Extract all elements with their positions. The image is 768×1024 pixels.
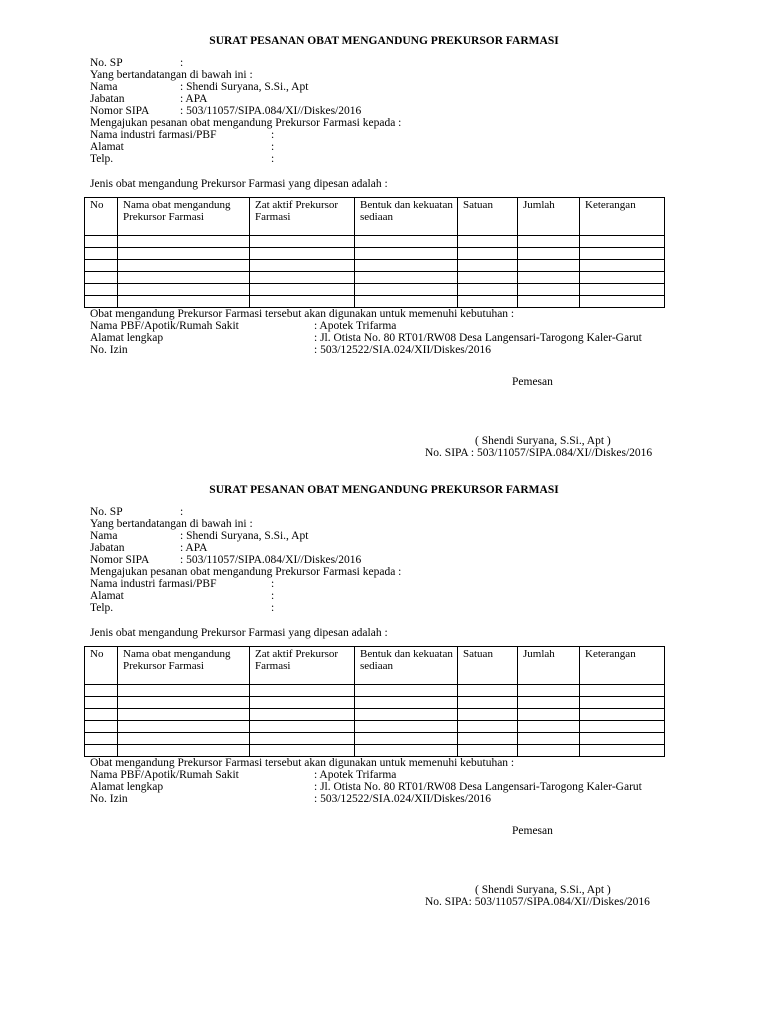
- table-row: [85, 685, 665, 697]
- form-title: SURAT PESANAN OBAT MENGANDUNG PREKURSOR FARMASI: [209, 35, 559, 47]
- nama-value: : Shendi Suryana, S.Si., Apt: [180, 81, 309, 93]
- pbf-label: Nama PBF/Apotik/Rumah Sakit: [90, 320, 239, 332]
- telp-colon: :: [271, 602, 275, 614]
- table-row: [85, 260, 665, 272]
- col-header-bentuk: Bentuk dan kekuatan sediaan: [355, 198, 458, 236]
- request-text: Mengajukan pesanan obat mengandung Prekursor Farmasi kepada :: [90, 566, 402, 578]
- jabatan-label: Jabatan: [90, 542, 125, 554]
- col-header-satuan: Satuan: [458, 647, 518, 685]
- table-row: [85, 296, 665, 308]
- alamat-lengkap-label: Alamat lengkap: [90, 332, 164, 344]
- nama-value: : Shendi Suryana, S.Si., Apt: [180, 530, 309, 542]
- alamat-lengkap-value: : Jl. Otista No. 80 RT01/RW08 Desa Langensari-Tarogong Kaler-Garut: [314, 332, 642, 344]
- col-header-keterangan: Keterangan: [580, 647, 665, 685]
- alamat-label: Alamat: [90, 590, 124, 602]
- col-header-no: No: [85, 647, 118, 685]
- alamat-colon: :: [271, 141, 275, 153]
- jabatan-value: : APA: [180, 542, 208, 554]
- industri-colon: :: [271, 129, 275, 141]
- signer-sipa: No. SIPA : 503/11057/SIPA.084/XI//Diskes/2016: [425, 447, 653, 459]
- table-row: [85, 709, 665, 721]
- izin-value: : 503/12522/SIA.024/XII/Diskes/2016: [314, 344, 491, 356]
- no-sp-colon: :: [180, 506, 184, 518]
- col-header-nama-obat: Nama obat mengandung Prekursor Farmasi: [118, 647, 250, 685]
- col-header-no: No: [85, 198, 118, 236]
- col-header-satuan: Satuan: [458, 198, 518, 236]
- table-header-row: [85, 647, 665, 685]
- sipa-value: : 503/11057/SIPA.084/XI//Diskes/2016: [180, 554, 362, 566]
- izin-label: No. Izin: [90, 793, 128, 805]
- no-sp-colon: :: [180, 57, 184, 69]
- telp-label: Telp.: [90, 153, 114, 165]
- table-row: [85, 721, 665, 733]
- order-items-table: [84, 197, 665, 308]
- pbf-value: : Apotek Trifarma: [314, 320, 397, 332]
- order-form-2: [0, 449, 768, 908]
- nama-label: Nama: [90, 81, 118, 93]
- nama-label: Nama: [90, 530, 118, 542]
- alamat-lengkap-value: : Jl. Otista No. 80 RT01/RW08 Desa Langensari-Tarogong Kaler-Garut: [314, 781, 642, 793]
- order-items-table: [84, 646, 665, 757]
- no-sp-label: No. SP: [90, 506, 123, 518]
- request-text: Mengajukan pesanan obat mengandung Prekursor Farmasi kepada :: [90, 117, 402, 129]
- table-row: [85, 236, 665, 248]
- table-row: [85, 733, 665, 745]
- alamat-lengkap-label: Alamat lengkap: [90, 781, 164, 793]
- pemesan-label: Pemesan: [512, 376, 553, 388]
- col-header-zat-aktif: Zat aktif Prekursor Farmasi: [250, 198, 355, 236]
- izin-label: No. Izin: [90, 344, 128, 356]
- intro-text: Yang bertandatangan di bawah ini :: [90, 518, 253, 530]
- alamat-label: Alamat: [90, 141, 124, 153]
- signer-name: ( Shendi Suryana, S.Si., Apt ): [475, 884, 611, 896]
- table-header-row: [85, 198, 665, 236]
- form-title: SURAT PESANAN OBAT MENGANDUNG PREKURSOR FARMASI: [209, 484, 559, 496]
- sipa-label: Nomor SIPA: [90, 105, 150, 117]
- table-row: [85, 697, 665, 709]
- table-row: [85, 248, 665, 260]
- intro-text: Yang bertandatangan di bawah ini :: [90, 69, 253, 81]
- col-header-zat-aktif: Zat aktif Prekursor Farmasi: [250, 647, 355, 685]
- table-row: [85, 284, 665, 296]
- industri-label: Nama industri farmasi/PBF: [90, 129, 217, 141]
- col-header-jumlah: Jumlah: [518, 647, 580, 685]
- jabatan-value: : APA: [180, 93, 208, 105]
- industri-label: Nama industri farmasi/PBF: [90, 578, 217, 590]
- industri-colon: :: [271, 578, 275, 590]
- signer-sipa: No. SIPA: 503/11057/SIPA.084/XI//Diskes/2016: [425, 896, 650, 908]
- izin-value: : 503/12522/SIA.024/XII/Diskes/2016: [314, 793, 491, 805]
- col-header-nama-obat: Nama obat mengandung Prekursor Farmasi: [118, 198, 250, 236]
- col-header-jumlah: Jumlah: [518, 198, 580, 236]
- jenis-text: Jenis obat mengandung Prekursor Farmasi yang dipesan adalah :: [90, 178, 388, 190]
- table-row: [85, 745, 665, 757]
- col-header-keterangan: Keterangan: [580, 198, 665, 236]
- col-header-bentuk: Bentuk dan kekuatan sediaan: [355, 647, 458, 685]
- purpose-text: Obat mengandung Prekursor Farmasi tersebut akan digunakan untuk memenuhi kebutuhan :: [90, 308, 515, 320]
- jenis-text: Jenis obat mengandung Prekursor Farmasi yang dipesan adalah :: [90, 627, 388, 639]
- purpose-text: Obat mengandung Prekursor Farmasi tersebut akan digunakan untuk memenuhi kebutuhan :: [90, 757, 515, 769]
- telp-colon: :: [271, 153, 275, 165]
- pbf-label: Nama PBF/Apotik/Rumah Sakit: [90, 769, 239, 781]
- signer-name: ( Shendi Suryana, S.Si., Apt ): [475, 435, 611, 447]
- pbf-value: : Apotek Trifarma: [314, 769, 397, 781]
- table-row: [85, 272, 665, 284]
- jabatan-label: Jabatan: [90, 93, 125, 105]
- sipa-label: Nomor SIPA: [90, 554, 150, 566]
- alamat-colon: :: [271, 590, 275, 602]
- order-form-1: [0, 0, 768, 459]
- no-sp-label: No. SP: [90, 57, 123, 69]
- pemesan-label: Pemesan: [512, 825, 553, 837]
- sipa-value: : 503/11057/SIPA.084/XI//Diskes/2016: [180, 105, 362, 117]
- telp-label: Telp.: [90, 602, 114, 614]
